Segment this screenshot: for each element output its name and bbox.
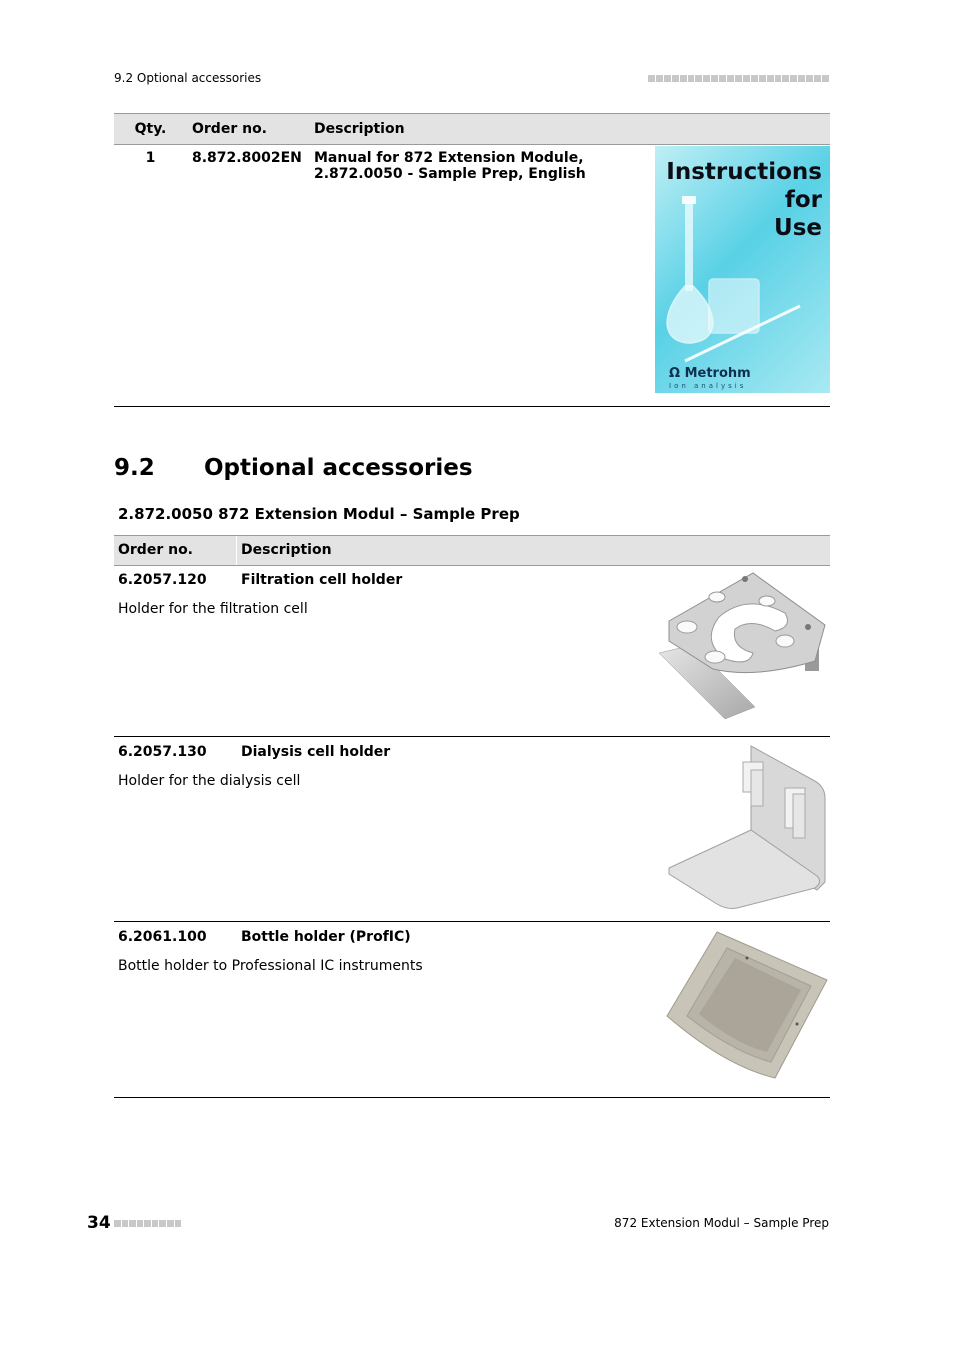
footer-dots [114, 1220, 181, 1227]
order-number: 6.2057.120 [118, 572, 207, 588]
footer-doc-title: 872 Extension Modul – Sample Prep [614, 1216, 829, 1230]
dialysis-cell-holder-image [655, 742, 830, 912]
cover-title-line-2: for [784, 187, 822, 213]
table-row [114, 565, 830, 737]
bottle-holder-image [655, 928, 830, 1088]
brand-name: Metrohm [684, 366, 751, 381]
manual-cover-image [655, 146, 830, 393]
section-title: Optional accessories [204, 455, 473, 481]
section-number: 9.2 [114, 455, 155, 481]
item-description: Bottle holder to Professional IC instruments [118, 958, 423, 974]
page-number: 34 [87, 1213, 111, 1233]
col-description: Description [309, 114, 830, 145]
col-order-no: Order no. [118, 542, 194, 558]
header-dots [648, 75, 829, 82]
description-line-2: 2.872.0050 - Sample Prep, English [314, 166, 586, 182]
col-description: Description [241, 542, 332, 558]
item-description: Holder for the filtration cell [118, 601, 308, 617]
qty-cell: 1 [145, 150, 156, 166]
item-name: Dialysis cell holder [241, 744, 391, 760]
item-description: Holder for the dialysis cell [118, 773, 301, 789]
description-line-1: Manual for 872 Extension Module, [314, 150, 584, 166]
table-row [114, 737, 830, 922]
item-name: Bottle holder (ProfIC) [241, 929, 411, 945]
order-cell: 8.872.8002EN [192, 150, 302, 166]
accessories-table-header [114, 535, 830, 566]
brand-logo: Ω Metrohm [669, 366, 751, 381]
order-number: 6.2057.130 [118, 744, 207, 760]
running-header: 9.2 Optional accessories [114, 71, 262, 85]
cover-title [666, 158, 822, 242]
col-order-no: Order no. [187, 114, 309, 145]
section-heading [114, 455, 473, 481]
filtration-cell-holder-image [655, 569, 830, 725]
order-number: 6.2061.100 [118, 929, 207, 945]
cover-title-line-1: Instructions [666, 159, 822, 185]
table-row [114, 922, 830, 1098]
brand-subtitle: Ion analysis [669, 382, 747, 390]
col-qty: Qty. [114, 114, 187, 145]
item-name: Filtration cell holder [241, 572, 403, 588]
cover-title-line-3: Use [774, 215, 822, 241]
subsection-heading: 2.872.0050 872 Extension Modul – Sample Prep [118, 505, 520, 523]
